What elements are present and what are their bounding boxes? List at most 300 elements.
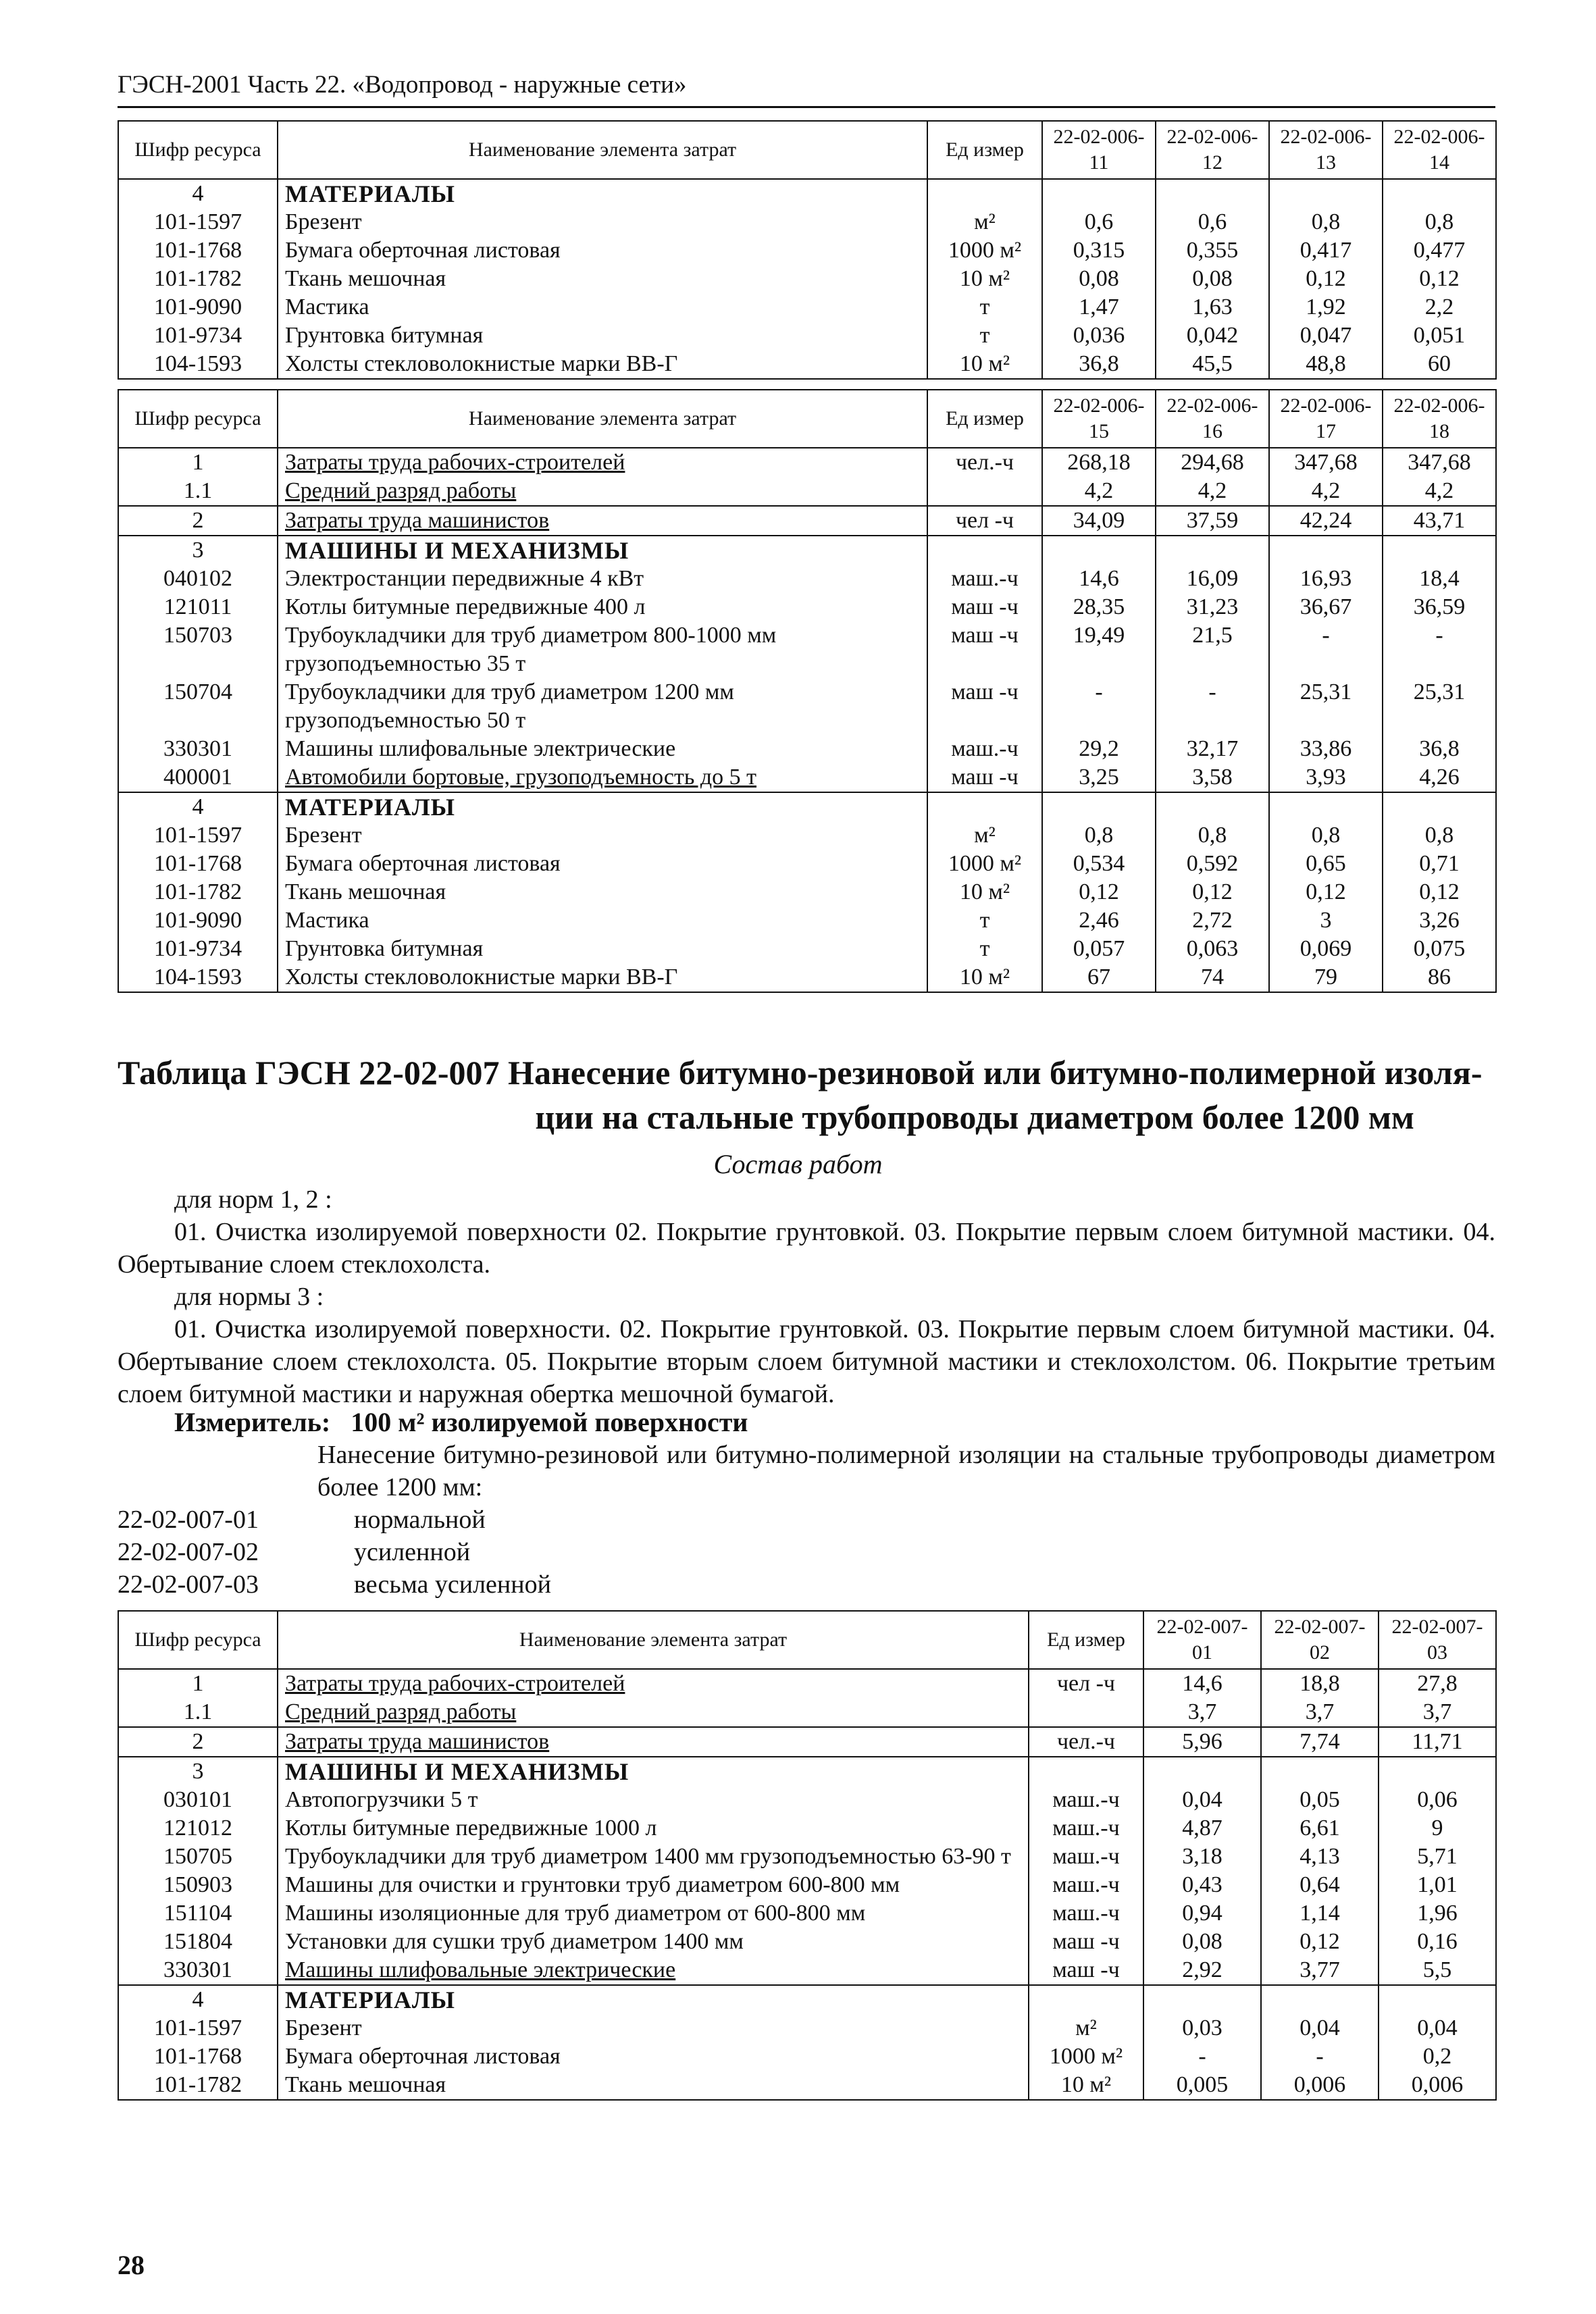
resource-unit: маш -ч	[927, 593, 1042, 621]
table-row	[118, 1814, 1496, 1843]
resource-code: 101-9734	[118, 322, 278, 350]
resource-code: 121011	[118, 593, 278, 621]
resource-code: 104-1593	[118, 963, 278, 992]
table-row	[118, 322, 1496, 350]
header-norm-code: 22-02-007-02	[1261, 1611, 1379, 1669]
resource-unit: маш -ч	[927, 678, 1042, 735]
resource-unit: м²	[927, 208, 1042, 236]
meter-value: 100 м² изолируемой поверхности	[351, 1407, 748, 1437]
resource-unit	[1029, 1985, 1143, 2014]
resource-name: Мастика	[278, 293, 927, 322]
table-row	[118, 935, 1496, 963]
resource-value: 0,355	[1156, 236, 1269, 265]
table-row	[118, 1698, 1496, 1727]
resource-value: 0,43	[1143, 1871, 1261, 1899]
resource-value: 0,03	[1143, 2014, 1261, 2042]
meter-label: Измеритель:	[174, 1407, 331, 1437]
section-row	[118, 179, 1496, 208]
resource-value: 14,6	[1143, 1669, 1261, 1698]
resource-value: 0,006	[1379, 2071, 1496, 2100]
resource-value: 74	[1156, 963, 1269, 992]
resource-value: 294,68	[1156, 448, 1269, 477]
resource-unit	[927, 477, 1042, 506]
resource-name: МАТЕРИАЛЫ	[278, 792, 927, 821]
norm-3-label: для нормы 3 :	[174, 1283, 324, 1311]
resource-code: 150903	[118, 1871, 278, 1899]
resource-value: 0,12	[1383, 265, 1496, 293]
resource-value: 0,65	[1269, 850, 1383, 878]
resource-value: 1,14	[1261, 1899, 1379, 1928]
resource-value: 4,26	[1383, 763, 1496, 792]
header-code: Шифр ресурса	[118, 390, 278, 448]
resource-value: 31,23	[1156, 593, 1269, 621]
table-row	[118, 1899, 1496, 1928]
resource-value: 0,64	[1261, 1871, 1379, 1899]
resource-code: 101-1782	[118, 2071, 278, 2100]
table-row	[118, 678, 1496, 735]
resource-value: 3,58	[1156, 763, 1269, 792]
resource-value	[1269, 536, 1383, 565]
resource-value	[1042, 792, 1156, 821]
resource-value: 4,2	[1383, 477, 1496, 506]
resource-code: 1	[118, 448, 278, 477]
resource-unit: м²	[927, 821, 1042, 850]
table-row	[118, 477, 1496, 506]
resource-unit: маш -ч	[927, 621, 1042, 678]
resource-name: Трубоукладчики для труб диаметром 1200 мм грузоподъемностью 50 т	[278, 678, 927, 735]
resource-value	[1383, 179, 1496, 208]
resource-code: 150703	[118, 621, 278, 678]
resource-value	[1042, 179, 1156, 208]
variant-row	[118, 1505, 486, 1535]
resource-name: Трубоукладчики для труб диаметром 1400 мм грузоподъемностью 63-90 т	[278, 1843, 1029, 1871]
table-row	[118, 821, 1496, 850]
resource-unit: чел.-ч	[927, 448, 1042, 477]
resource-value: 0,8	[1042, 821, 1156, 850]
resource-code: 150705	[118, 1843, 278, 1871]
resource-value: 4,2	[1042, 477, 1156, 506]
resource-name: Затраты труда рабочих-строителей	[278, 1669, 1029, 1698]
resource-code: 330301	[118, 1956, 278, 1985]
resource-name: МАТЕРИАЛЫ	[278, 1985, 1029, 2014]
resource-value: 2,92	[1143, 1956, 1261, 1985]
table-row	[118, 350, 1496, 379]
resource-value	[1379, 1757, 1496, 1786]
resource-value: 4,2	[1269, 477, 1383, 506]
table-row	[118, 735, 1496, 763]
resource-code: 1.1	[118, 477, 278, 506]
resource-code: 1	[118, 1669, 278, 1698]
resource-code: 1.1	[118, 1698, 278, 1727]
resource-value	[1143, 1985, 1261, 2014]
resource-name: Котлы битумные передвижные 400 л	[278, 593, 927, 621]
header-norm-code: 22-02-006-11	[1042, 121, 1156, 179]
resource-name: Мастика	[278, 906, 927, 935]
resource-value: 0,042	[1156, 322, 1269, 350]
resource-code: 101-1768	[118, 850, 278, 878]
resource-unit	[927, 792, 1042, 821]
resource-name: Холсты стекловолокнистые марки ВВ-Г	[278, 963, 927, 992]
resource-value: -	[1143, 2042, 1261, 2071]
resource-value: 4,13	[1261, 1843, 1379, 1871]
resource-unit: 1000 м²	[1029, 2042, 1143, 2071]
resource-value	[1156, 536, 1269, 565]
norm-3-steps: 01. Очистка изолируемой поверхности. 02. Покрытие грунтовкой. 03. Покрытие первым слоем битумной мастики. 04. Обертывание слоем стеклохолста. 05. Покрытие вторым слоем битумной мастики и стеклохолстом. 06. Покрытие третьим слоем битумной мастики и наружная обертка мешочной бумагой.	[118, 1315, 1495, 1408]
resource-value: 1,47	[1042, 293, 1156, 322]
table-row	[118, 906, 1496, 935]
header-norm-code: 22-02-006-16	[1156, 390, 1269, 448]
resource-value: 2,2	[1383, 293, 1496, 322]
resource-unit	[927, 536, 1042, 565]
resource-value: 0,08	[1156, 265, 1269, 293]
resource-value: 3,7	[1143, 1698, 1261, 1727]
resource-value: 0,8	[1383, 821, 1496, 850]
resource-code: 121012	[118, 1814, 278, 1843]
resource-name: Ткань мешочная	[278, 265, 927, 293]
variant-label: усиленной	[354, 1538, 471, 1566]
resource-name: Автомобили бортовые, грузоподъемность до 5 т	[278, 763, 927, 792]
resource-value: 45,5	[1156, 350, 1269, 379]
resource-value	[1042, 536, 1156, 565]
resource-code: 101-9090	[118, 906, 278, 935]
header-norm-code: 22-02-007-03	[1379, 1611, 1496, 1669]
resource-value: 2,46	[1042, 906, 1156, 935]
variant-code: 22-02-007-02	[118, 1538, 259, 1566]
table-row	[118, 506, 1496, 536]
work-composition-heading: Состав работ	[713, 1149, 883, 1179]
resource-name: Бумага оберточная листовая	[278, 850, 927, 878]
resource-value	[1261, 1757, 1379, 1786]
resource-value: 0,6	[1042, 208, 1156, 236]
resource-value: 0,8	[1156, 821, 1269, 850]
table-row	[118, 208, 1496, 236]
resource-value	[1156, 179, 1269, 208]
resource-name: Ткань мешочная	[278, 2071, 1029, 2100]
resource-value: 29,2	[1042, 735, 1156, 763]
resource-value: 0,05	[1261, 1786, 1379, 1814]
resource-value: 33,86	[1269, 735, 1383, 763]
table-row	[118, 1669, 1496, 1698]
resource-value: 3,18	[1143, 1843, 1261, 1871]
resource-value: 0,71	[1383, 850, 1496, 878]
resource-code: 101-1782	[118, 878, 278, 906]
resource-unit: м²	[1029, 2014, 1143, 2042]
table-row	[118, 2071, 1496, 2100]
resource-value: 36,67	[1269, 593, 1383, 621]
resource-value: 0,477	[1383, 236, 1496, 265]
resource-value: 0,12	[1269, 265, 1383, 293]
page-number: 28	[118, 2250, 145, 2280]
resource-value: 1,92	[1269, 293, 1383, 322]
resource-value: 0,94	[1143, 1899, 1261, 1928]
header-unit: Ед измер	[1029, 1611, 1143, 1669]
table-row	[118, 878, 1496, 906]
resource-value: 0,592	[1156, 850, 1269, 878]
resource-value: 3,77	[1261, 1956, 1379, 1985]
resource-code: 2	[118, 1727, 278, 1757]
resource-code: 101-9090	[118, 293, 278, 322]
resource-value: -	[1156, 678, 1269, 735]
table-row	[118, 763, 1496, 792]
resource-name: Грунтовка битумная	[278, 322, 927, 350]
resource-value: 32,17	[1156, 735, 1269, 763]
resource-code: 101-9734	[118, 935, 278, 963]
table-row	[118, 1871, 1496, 1899]
resource-value: 5,5	[1379, 1956, 1496, 1985]
resource-unit: маш -ч	[927, 763, 1042, 792]
resource-value: 3,93	[1269, 763, 1383, 792]
resource-code: 101-1597	[118, 208, 278, 236]
resource-value: 27,8	[1379, 1669, 1496, 1698]
resource-unit: 10 м²	[927, 963, 1042, 992]
resource-unit: 1000 м²	[927, 236, 1042, 265]
resource-unit: 10 м²	[1029, 2071, 1143, 2100]
resource-code: 101-1768	[118, 2042, 278, 2071]
resource-value: -	[1261, 2042, 1379, 2071]
table-row	[118, 2014, 1496, 2042]
resource-name: Машины шлифовальные электрические	[278, 1956, 1029, 1985]
resource-name: Трубоукладчики для труб диаметром 800-1000 мм грузоподъемностью 35 т	[278, 621, 927, 678]
resource-value: 4,2	[1156, 477, 1269, 506]
header-norm-code: 22-02-007-01	[1143, 1611, 1261, 1669]
resource-value	[1143, 1757, 1261, 1786]
resource-value: 0,8	[1269, 208, 1383, 236]
table-row	[118, 565, 1496, 593]
variant-code: 22-02-007-01	[118, 1506, 259, 1534]
resource-code: 3	[118, 536, 278, 565]
resource-value	[1269, 792, 1383, 821]
resource-value: -	[1042, 678, 1156, 735]
work-composition	[118, 1183, 1495, 1410]
resource-value: 79	[1269, 963, 1383, 992]
resource-unit: маш -ч	[1029, 1956, 1143, 1985]
resource-value: 0,12	[1042, 878, 1156, 906]
resource-name: Машины для очистки и грунтовки труб диаметром 600-800 мм	[278, 1871, 1029, 1899]
resource-unit: т	[927, 293, 1042, 322]
resource-unit: т	[927, 322, 1042, 350]
resource-value: 3	[1269, 906, 1383, 935]
resource-unit: чел -ч	[927, 506, 1042, 536]
resource-value: 5,96	[1143, 1727, 1261, 1757]
resource-unit: 10 м²	[927, 350, 1042, 379]
resource-value: 60	[1383, 350, 1496, 379]
table-title-line1: Таблица ГЭСН 22-02-007 Нанесение битумно-резиновой или битумно-полимерной изоля-	[118, 1054, 1483, 1091]
table-row	[118, 1956, 1496, 1985]
header-norm-code: 22-02-006-17	[1269, 390, 1383, 448]
resource-value: 0,12	[1383, 878, 1496, 906]
table-row	[118, 448, 1496, 477]
resource-value: 25,31	[1269, 678, 1383, 735]
resource-value: 347,68	[1269, 448, 1383, 477]
resource-code: 4	[118, 792, 278, 821]
resource-code: 151804	[118, 1928, 278, 1956]
resource-value: 86	[1383, 963, 1496, 992]
resource-value: 3,26	[1383, 906, 1496, 935]
resource-code: 2	[118, 506, 278, 536]
header-name: Наименование элемента затрат	[278, 1611, 1029, 1669]
header-name: Наименование элемента затрат	[278, 121, 927, 179]
resource-value: 36,59	[1383, 593, 1496, 621]
resource-name: Бумага оберточная листовая	[278, 236, 927, 265]
resource-value: 25,31	[1383, 678, 1496, 735]
resource-name: Холсты стекловолокнистые марки ВВ-Г	[278, 350, 927, 379]
resource-value: 3,7	[1379, 1698, 1496, 1727]
resource-value: 1,63	[1156, 293, 1269, 322]
table-row	[118, 236, 1496, 265]
resource-value: 4,87	[1143, 1814, 1261, 1843]
resource-value: 7,74	[1261, 1727, 1379, 1757]
resource-value: 28,35	[1042, 593, 1156, 621]
resource-name: Котлы битумные передвижные 1000 л	[278, 1814, 1029, 1843]
norm-description: Нанесение битумно-резиновой или битумно-полимерной изоляции на стальные трубопроводы диаметром более 1200 мм:	[317, 1441, 1495, 1501]
resource-code: 101-1782	[118, 265, 278, 293]
table-row	[118, 293, 1496, 322]
resource-name: Ткань мешочная	[278, 878, 927, 906]
resource-code: 330301	[118, 735, 278, 763]
resource-value: 3,7	[1261, 1698, 1379, 1727]
resource-unit: 10 м²	[927, 265, 1042, 293]
resource-value: 67	[1042, 963, 1156, 992]
table-title	[118, 1050, 1502, 1139]
resource-name: Электростанции передвижные 4 кВт	[278, 565, 927, 593]
resource-unit	[1029, 1698, 1143, 1727]
resource-value: 0,12	[1269, 878, 1383, 906]
header-code: Шифр ресурса	[118, 1611, 278, 1669]
resource-name: МАШИНЫ И МЕХАНИЗМЫ	[278, 1757, 1029, 1786]
header-norm-code: 22-02-006-14	[1383, 121, 1496, 179]
resource-code: 101-1768	[118, 236, 278, 265]
resource-value: 0,047	[1269, 322, 1383, 350]
resource-name: Машины шлифовальные электрические	[278, 735, 927, 763]
resource-code: 150704	[118, 678, 278, 735]
resource-unit: маш.-ч	[927, 735, 1042, 763]
table-row	[118, 1786, 1496, 1814]
resource-code: 4	[118, 1985, 278, 2014]
resource-value: 48,8	[1269, 350, 1383, 379]
page-header: ГЭСН-2001 Часть 22. «Водопровод - наружные сети»	[118, 70, 1495, 108]
table-row	[118, 621, 1496, 678]
resource-value: 5,71	[1379, 1843, 1496, 1871]
resource-code: 101-1597	[118, 821, 278, 850]
resource-value: 0,06	[1379, 1786, 1496, 1814]
resource-unit: маш.-ч	[927, 565, 1042, 593]
section-row	[118, 1757, 1496, 1786]
resource-value: 1,01	[1379, 1871, 1496, 1899]
section-row	[118, 792, 1496, 821]
header-norm-code: 22-02-006-12	[1156, 121, 1269, 179]
resource-value: 0,006	[1261, 2071, 1379, 2100]
resource-value: 0,04	[1379, 2014, 1496, 2042]
meter-line	[174, 1406, 748, 1438]
resource-value: 18,8	[1261, 1669, 1379, 1698]
resource-code: 104-1593	[118, 350, 278, 379]
resource-value: 16,93	[1269, 565, 1383, 593]
resource-value: 14,6	[1042, 565, 1156, 593]
resource-name: Затраты труда машинистов	[278, 506, 927, 536]
table-row	[118, 265, 1496, 293]
resource-value: 0,6	[1156, 208, 1269, 236]
resource-value: 0,057	[1042, 935, 1156, 963]
resource-value: 0,08	[1042, 265, 1156, 293]
header-name: Наименование элемента затрат	[278, 390, 927, 448]
resource-code: 3	[118, 1757, 278, 1786]
header-norm-code: 22-02-006-13	[1269, 121, 1383, 179]
resource-unit: т	[927, 906, 1042, 935]
resource-unit: 10 м²	[927, 878, 1042, 906]
resource-code: 400001	[118, 763, 278, 792]
resource-name: Грунтовка битумная	[278, 935, 927, 963]
resource-value: 36,8	[1383, 735, 1496, 763]
variant-label: нормальной	[354, 1506, 486, 1534]
resource-table-006-11-14	[118, 120, 1497, 380]
resource-value: 19,49	[1042, 621, 1156, 678]
resource-value: 3,25	[1042, 763, 1156, 792]
norms-1-2-label: для норм 1, 2 :	[174, 1185, 332, 1214]
resource-name: МАШИНЫ И МЕХАНИЗМЫ	[278, 536, 927, 565]
resource-value: 0,534	[1042, 850, 1156, 878]
resource-value: 0,16	[1379, 1928, 1496, 1956]
header-norm-code: 22-02-006-15	[1042, 390, 1156, 448]
resource-value: 34,09	[1042, 506, 1156, 536]
table-row	[118, 850, 1496, 878]
resource-table-006-15-18	[118, 389, 1497, 993]
resource-code: 4	[118, 179, 278, 208]
resource-table-007	[118, 1610, 1497, 2101]
resource-unit: маш.-ч	[1029, 1871, 1143, 1899]
table-row	[118, 1928, 1496, 1956]
variant-label: весьма усиленной	[354, 1570, 551, 1599]
variant-row	[118, 1537, 470, 1567]
table-row	[118, 1727, 1496, 1757]
resource-value	[1261, 1985, 1379, 2014]
resource-name: Брезент	[278, 208, 927, 236]
table-row	[118, 963, 1496, 992]
resource-value	[1379, 1985, 1496, 2014]
resource-unit: чел -ч	[1029, 1669, 1143, 1698]
resource-name: Брезент	[278, 2014, 1029, 2042]
section-row	[118, 1985, 1496, 2014]
resource-value: 0,051	[1383, 322, 1496, 350]
resource-unit: маш.-ч	[1029, 1786, 1143, 1814]
resource-name: Установки для сушки труб диаметром 1400 мм	[278, 1928, 1029, 1956]
resource-value: 37,59	[1156, 506, 1269, 536]
resource-value: 42,24	[1269, 506, 1383, 536]
resource-value: 0,04	[1261, 2014, 1379, 2042]
resource-code: 040102	[118, 565, 278, 593]
resource-value: 36,8	[1042, 350, 1156, 379]
resource-name: Брезент	[278, 821, 927, 850]
resource-value: 43,71	[1383, 506, 1496, 536]
resource-value: 0,8	[1383, 208, 1496, 236]
table-row	[118, 1843, 1496, 1871]
table-row	[118, 2042, 1496, 2071]
resource-value: 2,72	[1156, 906, 1269, 935]
resource-unit	[1029, 1757, 1143, 1786]
resource-unit: маш.-ч	[1029, 1899, 1143, 1928]
resource-name: Затраты труда рабочих-строителей	[278, 448, 927, 477]
resource-value: 11,71	[1379, 1727, 1496, 1757]
header-code: Шифр ресурса	[118, 121, 278, 179]
resource-value	[1383, 536, 1496, 565]
resource-value	[1383, 792, 1496, 821]
norms-1-2-steps: 01. Очистка изолируемой поверхности 02. Покрытие грунтовкой. 03. Покрытие первым слоем битумной мастики. 04. Обертывание слоем стеклохолста.	[118, 1218, 1495, 1279]
resource-value: 1,96	[1379, 1899, 1496, 1928]
resource-name: МАТЕРИАЛЫ	[278, 179, 927, 208]
resource-code: 030101	[118, 1786, 278, 1814]
variant-row	[118, 1570, 551, 1599]
resource-value: 0,12	[1261, 1928, 1379, 1956]
resource-value: 268,18	[1042, 448, 1156, 477]
